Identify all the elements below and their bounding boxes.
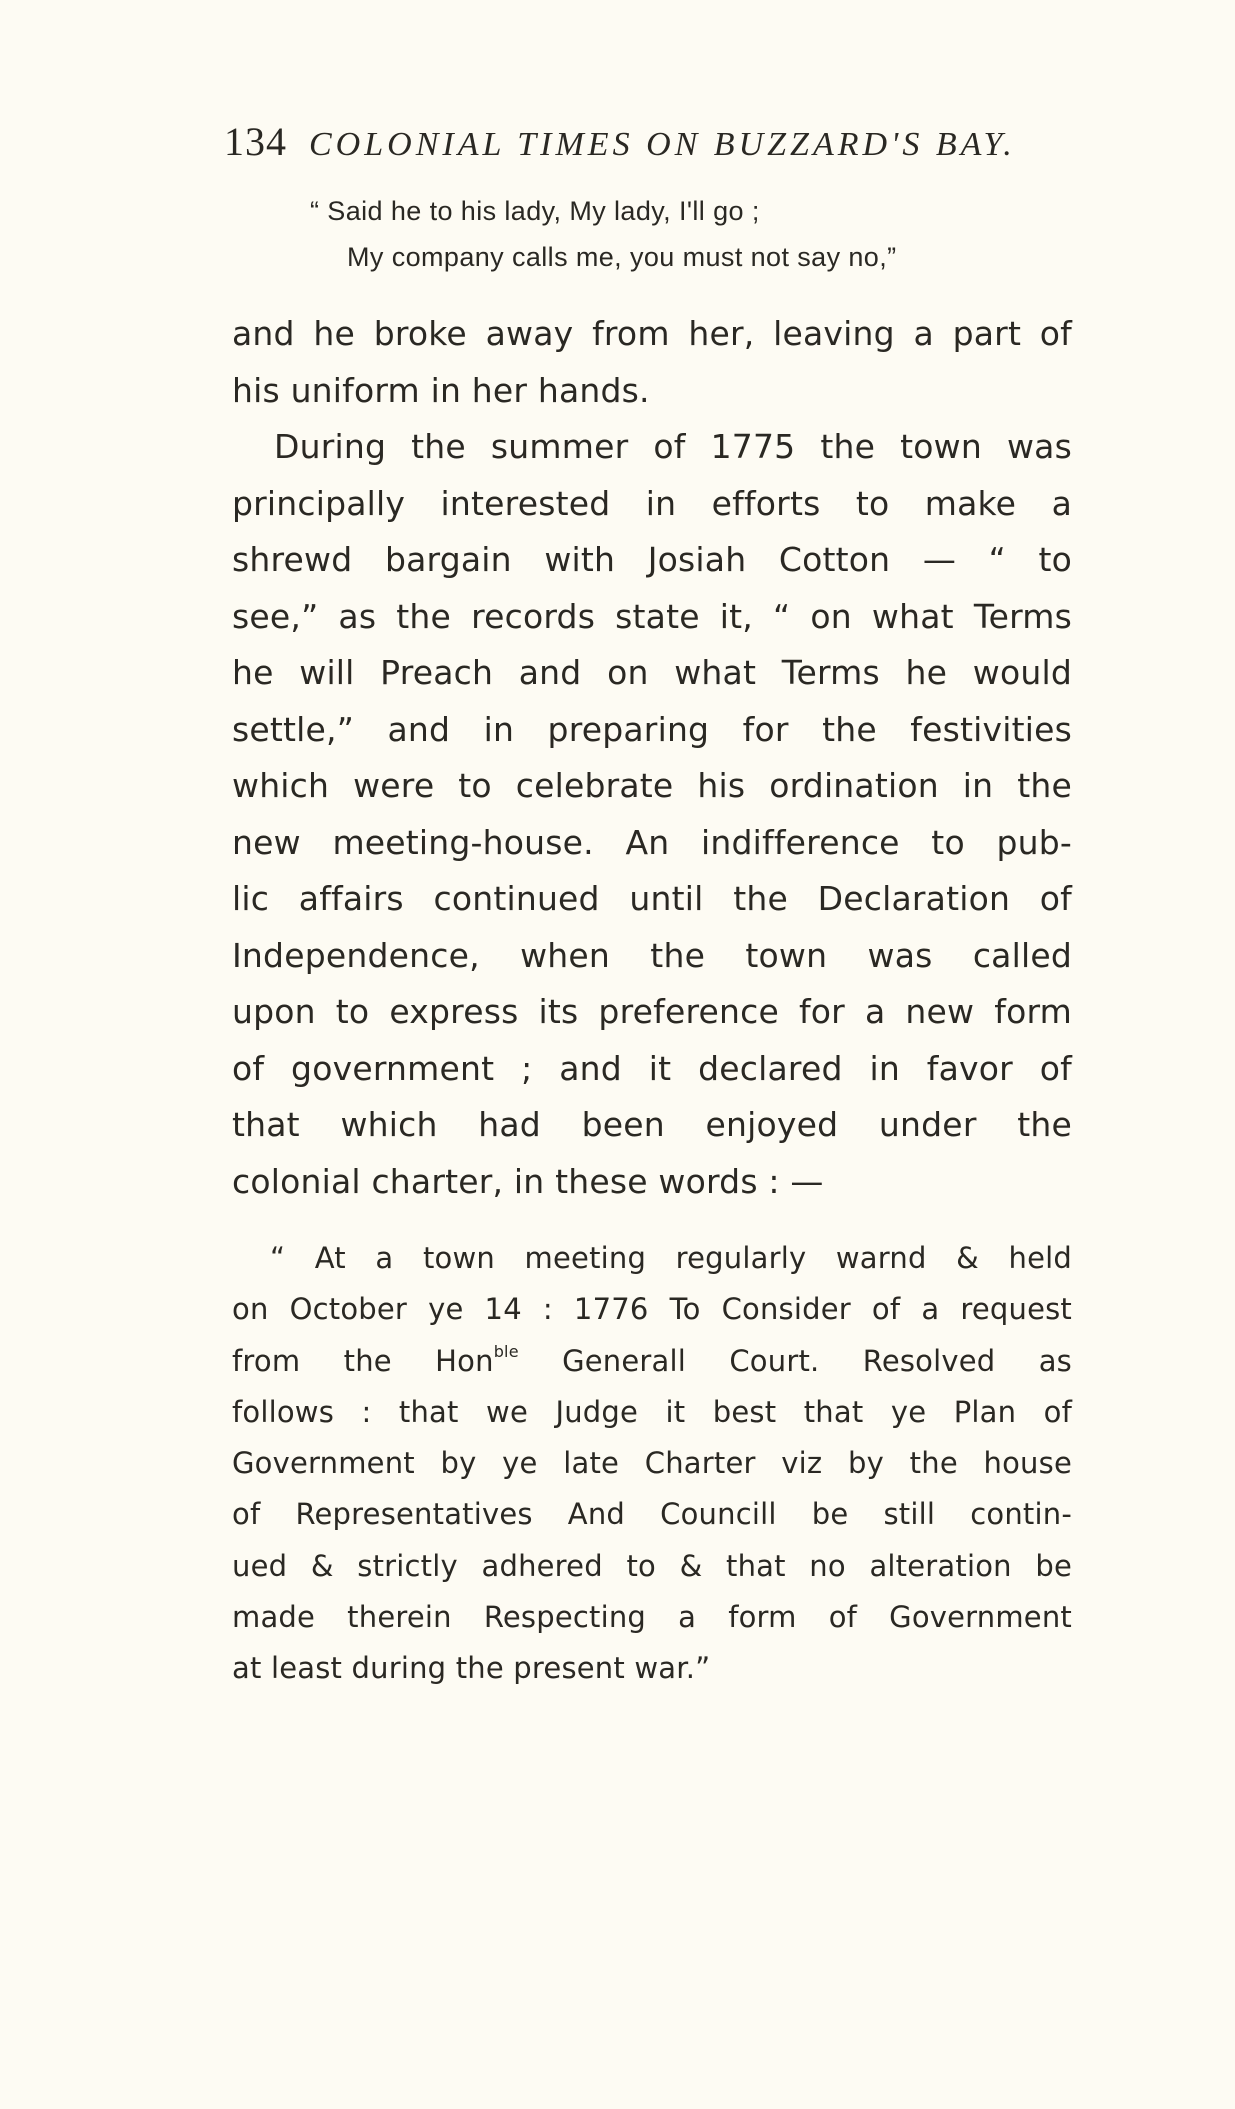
text-line: which were to celebrate his ordination in the (232, 766, 1072, 805)
text-line: that which had been enjoyed under the (232, 1105, 1072, 1144)
quote-line: ued & strictly adhered to & that no alteration be (232, 1548, 1072, 1583)
running-head (224, 118, 1074, 165)
text-line: settle,” and in preparing for the festivities (232, 709, 1072, 749)
verse-line: “ Said he to his lady, My lady, I'll go ; (310, 196, 760, 226)
quote-line: on October ye 14 : 1776 To Consider of a request (232, 1292, 1072, 1327)
text-line: his uniform in her hands. (232, 370, 650, 410)
verse-line: My company calls me, you must not say no,” (347, 242, 897, 272)
quote-line: made therein Respecting a form of Government (232, 1600, 1072, 1635)
page-number: 134 (224, 119, 287, 164)
quote-line: follows : that we Judge it best that ye Plan of (232, 1394, 1072, 1429)
text-line: and he broke away from her, leaving a part of (232, 314, 1072, 353)
verse-quote (310, 188, 1070, 280)
superscript-abbreviation: ble (493, 1341, 519, 1361)
text-line: he will Preach and on what Terms he would (232, 653, 1072, 692)
text-line: principally interested in efforts to make a (232, 483, 1072, 523)
text-line: lic affairs continued until the Declaration of (232, 879, 1072, 918)
running-title: COLONIAL TIMES ON BUZZARD'S BAY. (309, 126, 1016, 163)
quote-line: of Representatives And Councill be still contin- (232, 1497, 1072, 1532)
text-line: colonial charter, in these words : — (232, 1161, 824, 1201)
text-line: upon to express its preference for a new form (232, 992, 1072, 1031)
text-line: Independence, when the town was called (232, 935, 1072, 975)
quote-line (232, 1336, 1072, 1387)
text-line: of government ; and it declared in favor of (232, 1048, 1072, 1088)
body-text (232, 306, 1072, 1210)
quote-line: at least during the present war.” (232, 1651, 711, 1686)
quote-line: “ At a town meeting regularly warnd & held (270, 1241, 1072, 1275)
quote-text: Generall Court. Resolved as (518, 1343, 1072, 1378)
records-quote (232, 1233, 1072, 1695)
text-line: During the summer of 1775 the town was (274, 427, 1072, 466)
text-line: shrewd bargain with Josiah Cotton — “ to (232, 540, 1072, 579)
text-line: see,” as the records state it, “ on what Terms (232, 596, 1072, 636)
text-line: new meeting-house. An indifference to pub- (232, 822, 1072, 862)
quote-line: Government by ye late Charter viz by the house (232, 1446, 1072, 1481)
quote-text: from the Hon (232, 1343, 494, 1378)
